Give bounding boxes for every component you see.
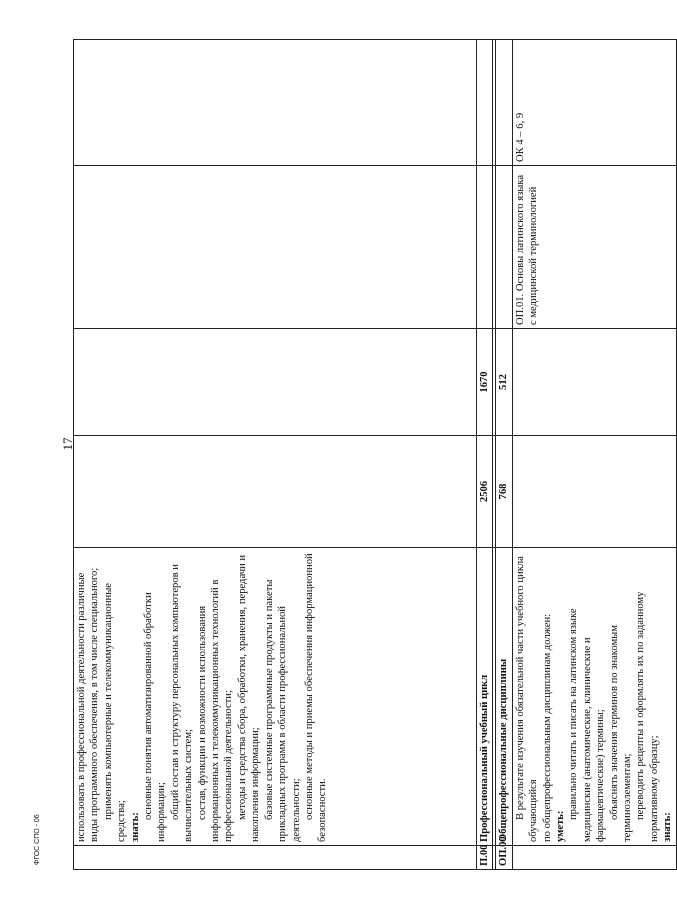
code-cell [512, 846, 676, 870]
max-hours-cell [512, 436, 676, 548]
table-row-op [496, 40, 512, 870]
competencies-cell: ОК 4 – 6, 9 [512, 40, 676, 166]
know-line: базовые системные программные продукты и пакеты прикладных программ в области профессиональной деятельности; [263, 579, 302, 842]
table-row-op01 [512, 40, 676, 870]
skill-line: использовать в профессиональной деятельности различные виды программного обеспечения, в том числе специального; [76, 567, 101, 842]
skills-label: уметь: [555, 810, 567, 842]
intro-line: по общепрофессиональным дисциплинам должен: [541, 613, 553, 842]
table-row-prof [477, 40, 493, 870]
content-cell [512, 548, 676, 846]
know-label: знать: [129, 812, 141, 842]
code-cell [74, 846, 477, 870]
intro-line: В результате изучения обязательной части учебного цикла обучающийся [514, 556, 540, 842]
discipline-cell [74, 166, 477, 329]
max-hours-cell: 2506 [477, 436, 493, 548]
know-line: основные методы и приемы обеспечения информационной безопасности. [303, 553, 329, 842]
footer-label: ФГОС СПО - 06 [34, 814, 41, 865]
know-line: основные понятия автоматизированной обработки информации; [143, 592, 168, 842]
skill-line: переводить рецепты и оформлять их по заданному нормативному образцу; [635, 591, 660, 842]
skill-line: правильно читать и писать на латинском языке медицинские (анатомические, клинические и фармацевтические) термины; [568, 608, 607, 842]
competencies-cell [74, 40, 477, 166]
competencies-cell [496, 40, 512, 166]
skill-line: объяснять значения терминов по знакомым терминоэлементам; [608, 624, 634, 842]
table-row-prev [74, 40, 477, 870]
know-label: знать: [662, 812, 674, 842]
name-cell: Общепрофессиональные дисциплины [496, 548, 512, 846]
code-cell: П.00 [477, 846, 493, 870]
code-cell: ОП.00 [496, 846, 512, 870]
max-hours-cell: 768 [496, 436, 512, 548]
know-line: общий состав и структуру персональных компьютеров и вычислительных систем; [169, 564, 195, 842]
content-cell [74, 548, 477, 846]
know-line: методы и средства сбора, обработки, хранения, передачи и накопления информации; [236, 554, 262, 842]
obligatory-hours-cell [74, 329, 477, 436]
obligatory-hours-cell: 512 [496, 329, 512, 436]
competencies-cell [477, 40, 493, 166]
max-hours-cell [74, 436, 477, 548]
skill-line: применять компьютерные и телекоммуникационные средства; [102, 582, 128, 842]
curriculum-table [73, 39, 677, 870]
know-line: состав, функции и возможности использования информационных и телекоммуникационных технологий в профессиональной деятельности; [196, 579, 235, 842]
obligatory-hours-cell: 1670 [477, 329, 493, 436]
page-number: 17 [60, 437, 75, 451]
name-cell: Профессиональный учебный цикл [477, 548, 493, 846]
discipline-cell: ОП.01. Основы латинского языка с медицинской терминологией [512, 166, 676, 329]
discipline-cell [496, 166, 512, 329]
discipline-cell [477, 166, 493, 329]
obligatory-hours-cell [512, 329, 676, 436]
rotated-page [73, 40, 674, 870]
